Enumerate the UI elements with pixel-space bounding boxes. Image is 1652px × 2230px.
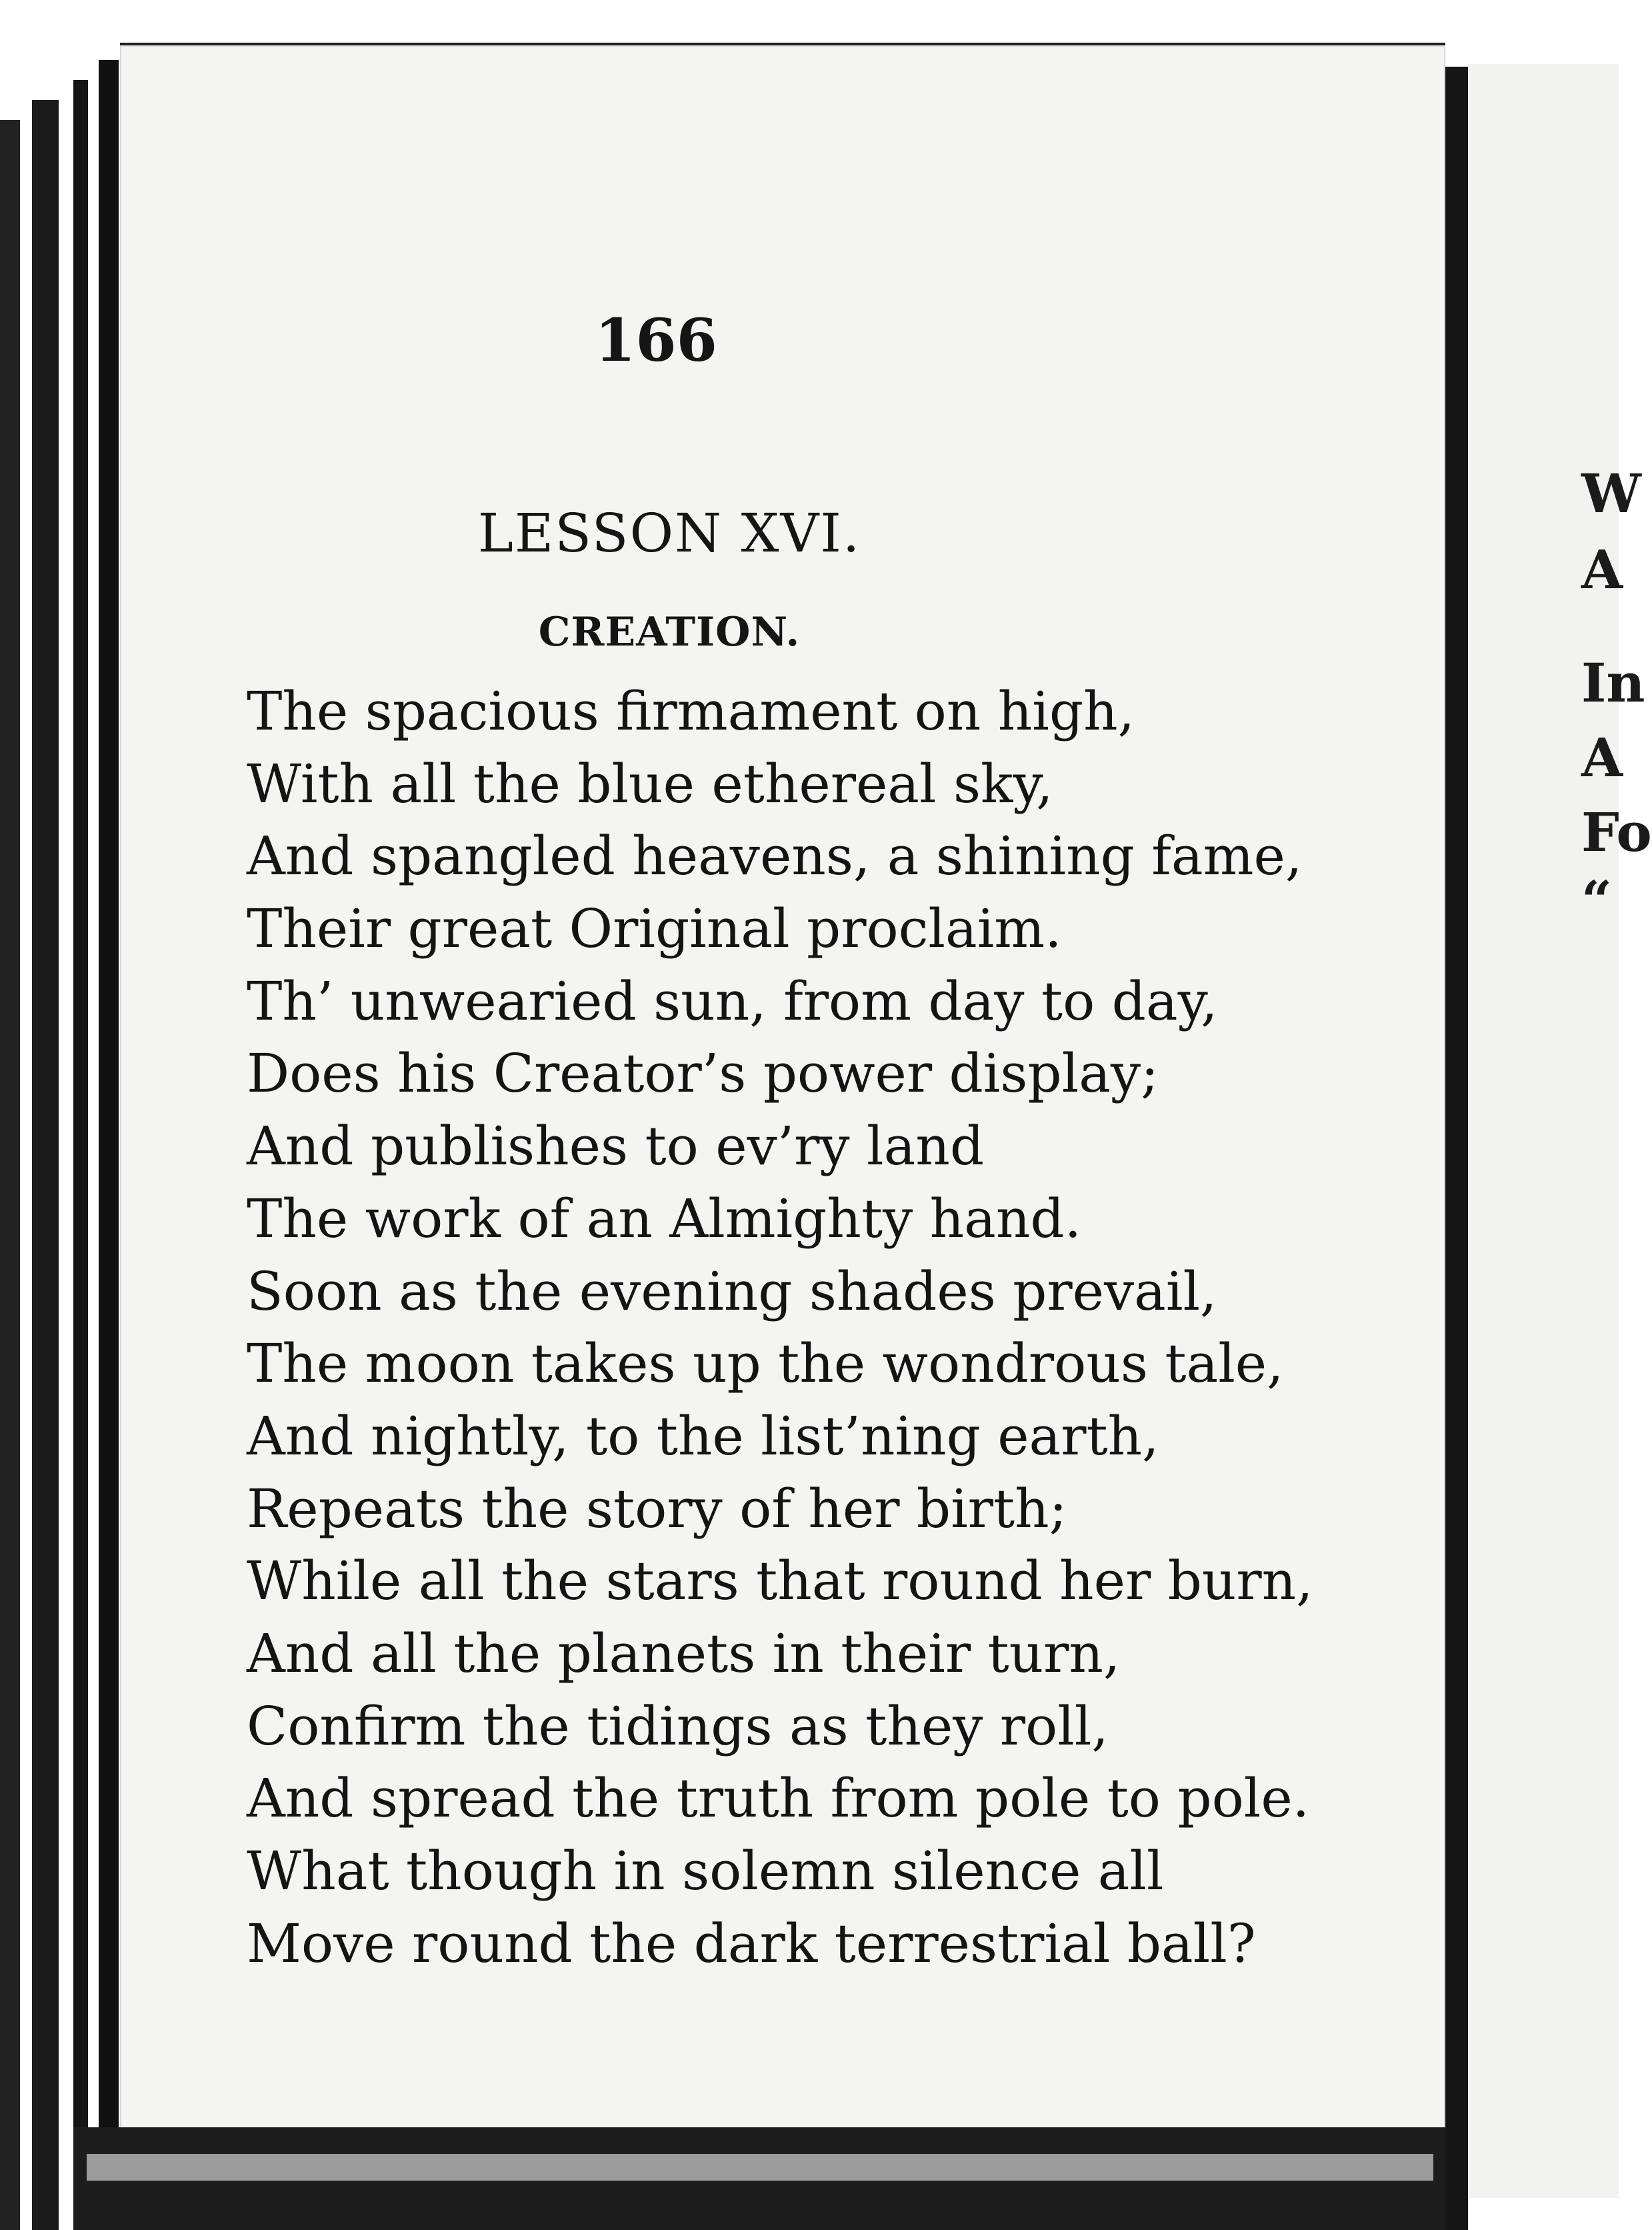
poem-line: The moon takes up the wondrous tale, [247,1332,1284,1395]
poem-line: And nightly, to the list’ning earth, [247,1404,1159,1467]
poem-line: And spangled heavens, a shining fame, [247,825,1303,888]
page-stack-shadow [73,2127,1447,2230]
poem-line: With all the blue ethereal sky, [247,752,1053,815]
poem-line: The work of an Almighty hand. [247,1187,1081,1250]
poem-line: Does his Creator’s power display; [247,1042,1159,1105]
poem [247,676,1433,1980]
poem-line: And all the planets in their turn, [247,1622,1121,1685]
poem-line: What though in solemn silence all [247,1840,1164,1902]
page-edge [99,60,119,2230]
poem-line: The spacious firmament on high, [247,680,1135,742]
book-gutter [1445,67,1468,2230]
book-page [120,43,1445,2163]
poem-line: Soon as the evening shades prevail, [247,1260,1217,1322]
facing-page [1468,64,1652,2198]
poem-line: Their great Original proclaim. [247,898,1062,960]
poem-line: While all the stars that round her burn, [247,1550,1313,1612]
facing-text-fragment: A [1581,538,1623,601]
section-title: CREATION. [538,609,801,656]
poem-line: Confirm the tidings as they roll, [247,1695,1109,1757]
facing-text-fragment: “ [1581,869,1613,932]
page-number: 166 [595,305,717,375]
poem-line: And spread the truth from pole to pole. [247,1767,1310,1830]
poem-line: Th’ unwearied sun, from day to day, [247,970,1218,1032]
facing-text-fragment: Fo [1581,801,1652,864]
poem-line: And publishes to ev’ry land [247,1115,985,1178]
facing-text-fragment: W [1581,462,1641,525]
facing-text-fragment: A [1581,726,1623,789]
page-edge [73,80,88,2230]
poem-line: Repeats the story of her birth; [247,1477,1067,1540]
page-stack-edge [87,2154,1433,2181]
poem-line: Move round the dark terrestrial ball? [247,1912,1256,1975]
page-edge [0,120,20,2230]
lesson-title: LESSON XVI. [477,502,861,564]
facing-text-fragment: In [1581,652,1645,714]
page-edge [32,100,59,2230]
